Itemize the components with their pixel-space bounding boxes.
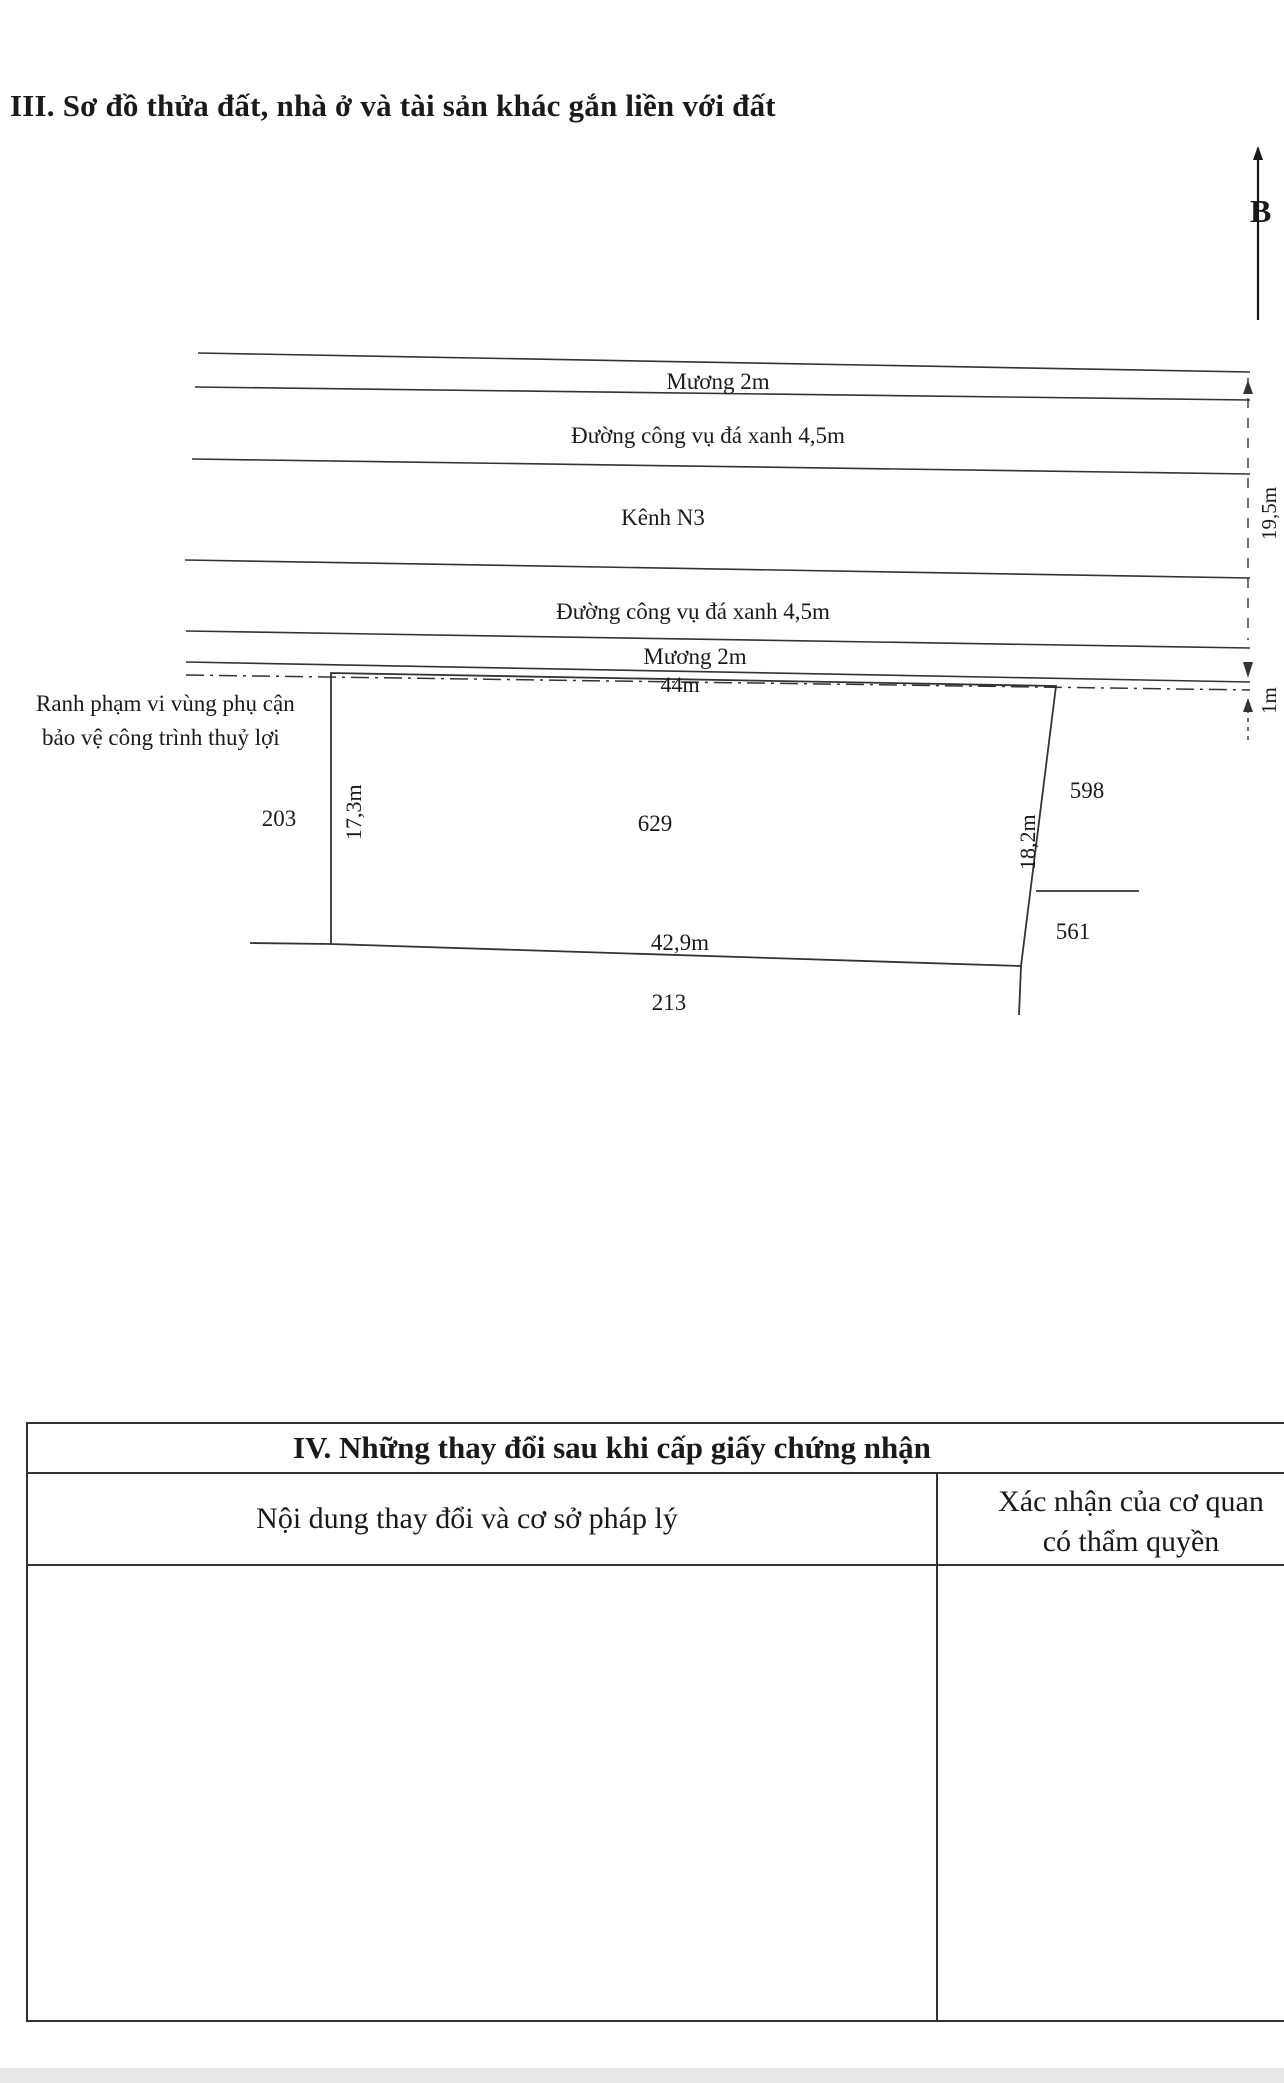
ditch-top-label: Mương 2m [666,369,770,394]
changes-table [26,1422,1284,2022]
parcel-bottom-edge-label: 42,9m [650,930,710,955]
parcel-left-edge-label: 17,3m [341,784,366,840]
road-top-label: Đường công vụ đá xanh 4,5m [571,423,845,448]
bottom-extension-line [250,943,331,944]
confirmation-cell [938,1566,1284,2020]
strip-lines [185,353,1250,682]
width-dim-top-arrow-icon [1243,380,1253,394]
buffer-width-label: 1m [1257,687,1281,714]
neighbor-bottom-number: 213 [651,990,687,1015]
right-extension-line [1019,966,1021,1015]
column-header-confirmation-line1: Xác nhận của cơ quan [998,1485,1264,1518]
parcel-outline [331,673,1056,966]
boundary-label-line2: bảo vệ công trình thuỷ lợi [42,725,280,750]
table-header-row [28,1474,1284,1566]
column-header-confirmation [938,1474,1284,1564]
neighbor-left-number: 203 [261,806,297,831]
neighbor-right-top-number: 598 [1069,778,1105,803]
road-bottom-label: Đường công vụ đá xanh 4,5m [556,599,830,624]
north-label: B [1250,193,1272,229]
strip-line-4 [185,560,1250,578]
section-title: III. Sơ đồ thửa đất, nhà ở và tài sản khác gắn liền với đất [10,88,776,123]
table-heading: IV. Những thay đổi sau khi cấp giấy chứng nhận [28,1424,1284,1474]
table-body [28,1566,1284,2020]
strip-line-3 [192,459,1250,474]
canal-label: Kênh N3 [621,505,705,530]
content-cell [28,1566,938,2020]
width-total-label: 19,5m [1257,486,1281,540]
boundary-label-line1: Ranh phạm vi vùng phụ cận [36,691,295,716]
column-header-confirmation-line2: có thẩm quyền [1042,1525,1220,1558]
width-dim-bottom-arrow-icon [1243,662,1253,678]
page-bottom-edge [0,2068,1284,2083]
column-header-content: Nội dung thay đổi và cơ sở pháp lý [28,1474,938,1564]
parcel-right-edge-label: 18,2m [1015,814,1040,870]
buffer-arrow-icon [1243,698,1253,712]
neighbor-right-bottom-number: 561 [1055,919,1091,944]
protection-boundary-line [186,675,1250,690]
ditch-bottom-label: Mương 2m [643,644,747,669]
north-arrow-icon [1253,146,1263,320]
parcel-number: 629 [637,811,673,836]
parcel-top-edge-label: 44m [660,672,700,697]
